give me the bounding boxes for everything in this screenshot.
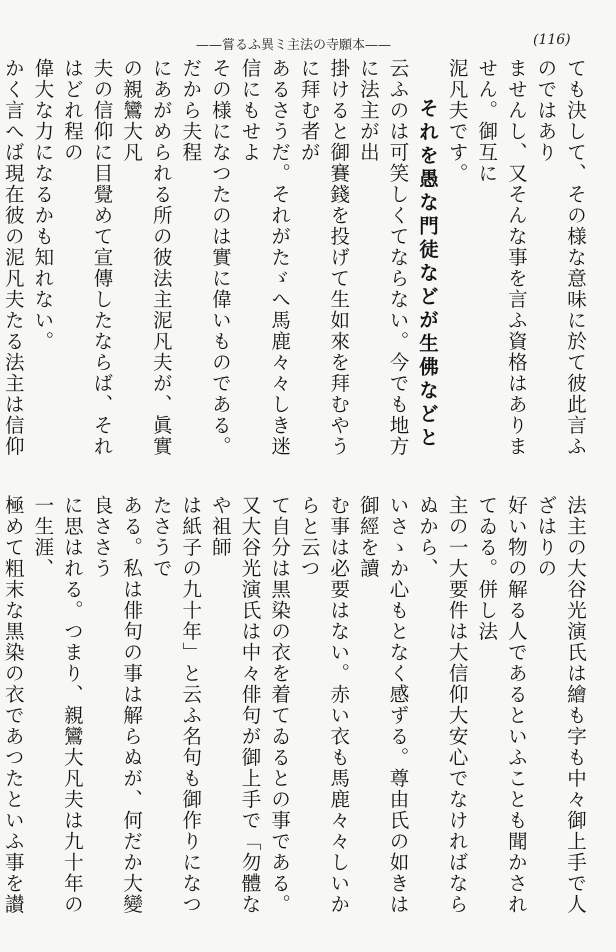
- text-column: 好い物の解る人であるといふことも聞かされてゐる。併し法: [475, 495, 528, 915]
- text-column: ても決して、その様な意味に於て彼此言ふのではあり: [534, 58, 587, 457]
- text-column: その様になつたのは實に偉いものである。だから夫程: [179, 58, 232, 457]
- text-column: 泥凡夫です。: [445, 58, 469, 184]
- running-title: ——嘗るふ異ミ主法の寺願本——: [196, 38, 392, 53]
- text-column: 云ふのは可笑しくてならない。今でも地方に法主が出: [356, 58, 410, 457]
- text-column: む事は必要はない。赤い衣も馬鹿々々しいからと云つ: [297, 495, 351, 915]
- text-column: ませんし、又そんな事を言ふ資格はありません。御互に: [475, 58, 528, 457]
- text-column: は紙子の九十年」と云ふ名句も御作りになつたさうで: [149, 495, 203, 915]
- text-column: 極めて粗末な黒染の衣であつたといふ事を讃: [1, 495, 25, 915]
- lower-text-block: [1, 495, 590, 915]
- text-column: 夫の信仰に目覺めて宣傳したならば、それはどれ程の: [60, 58, 114, 457]
- text-column: いさゝか心もとなく感ずる。尊由氏の如きは御經を讀: [356, 495, 410, 915]
- text-column: 法主の大谷光演氏は繪も字も中々御上手で人ざはりの: [534, 495, 587, 915]
- text-column: 掛けると御賽錢を投げて生如來を拜むやうに拜む者が: [297, 58, 351, 457]
- text-column: にあがめられる所の彼法主泥凡夫が、眞實の親鸞大凡: [120, 58, 173, 457]
- text-column: 偉大な力になるかも知れない。: [31, 58, 55, 352]
- upper-text-block: [1, 58, 590, 476]
- text-column: ある。私は俳句の事は解らぬが、何だか大變良ささう: [90, 495, 144, 915]
- text-column: て自分は黒染の衣を着てゐるとの事である。: [268, 495, 292, 915]
- section-heading: それを愚な門徒などが生佛などと: [416, 98, 440, 451]
- text-column: 又大谷光演氏は中々俳句が御上手で「勿體なや祖師: [208, 495, 262, 915]
- text-column: に思はれる。つまり、親鸞大凡夫は九十年の一生涯、: [31, 495, 84, 915]
- text-column: あるさうだ。それがたゞへ馬鹿々々しき迷信にもせよ: [238, 58, 292, 457]
- page-number: (116): [533, 32, 571, 48]
- page-header: [0, 30, 616, 56]
- text-column: 主の一大要件は大信仰大安心でなければならぬから、: [416, 495, 469, 915]
- text-column: かく言へば現在彼の泥凡夫たる法主は信仰: [1, 58, 25, 457]
